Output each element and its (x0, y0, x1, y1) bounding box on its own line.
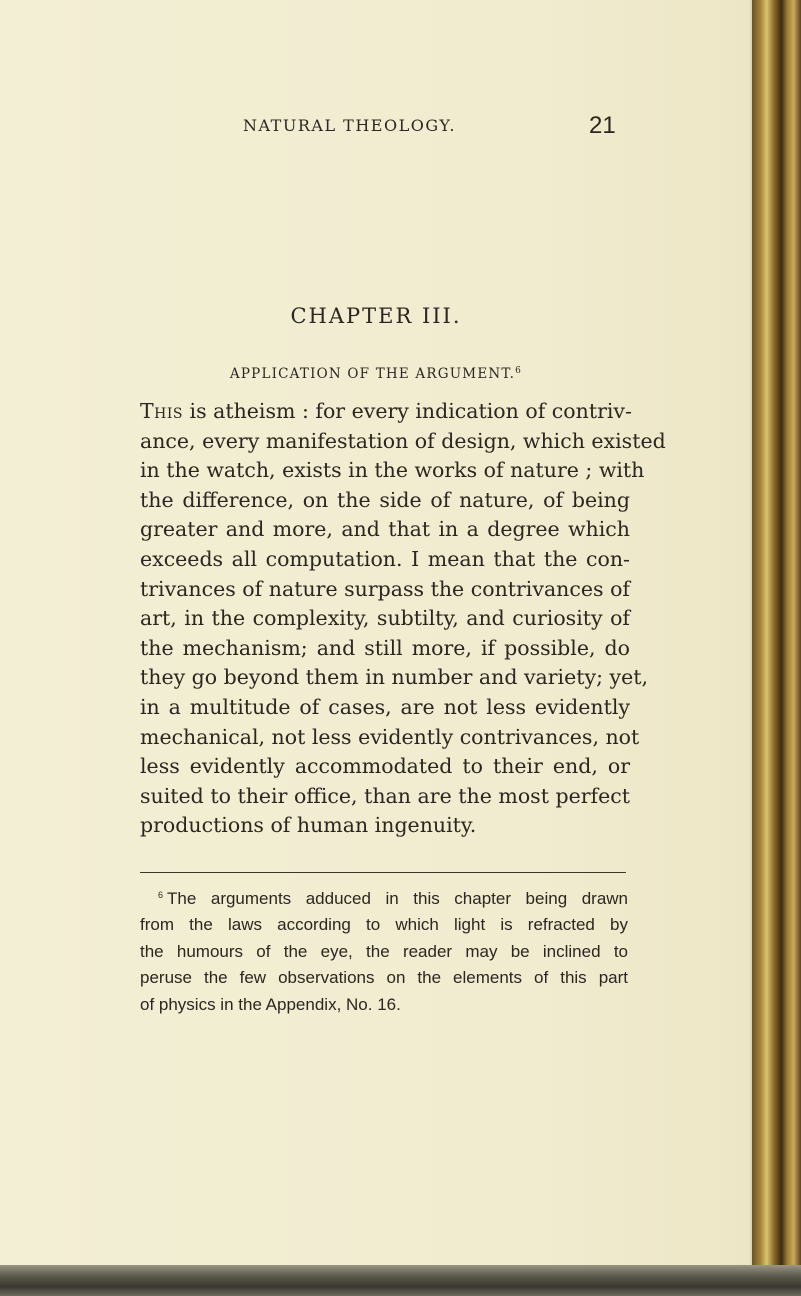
footnote (140, 882, 628, 1018)
footnote-mark: 6 (158, 890, 164, 900)
footnote-reference: 6 (515, 366, 523, 376)
body-line: the mechanism; and still more, if possible, do (140, 635, 630, 660)
book-spine-edge (752, 0, 801, 1296)
body-line: greater and more, and that in a degree which (140, 517, 630, 542)
footnote-line: $^6$ The arguments adduced in this chapter being drawn (158, 889, 628, 908)
footnote-line: of physics in the Appendix, No. 16. (140, 994, 401, 1014)
body-line: they go beyond them in number and variety; yet, (140, 665, 648, 690)
body-text (140, 397, 666, 841)
opening-word: This (140, 399, 184, 423)
body-line: exceeds all computation. I mean that the con- (140, 546, 630, 571)
footnote-divider (140, 872, 626, 873)
body-line: suited to their office, than are the most perfect (140, 783, 630, 808)
body-line: This is atheism : for every indication of contriv- (140, 399, 632, 423)
page-number: 21 (589, 112, 616, 139)
body-line: in the watch, exists in the works of nature ; with (140, 458, 645, 483)
body-line: trivances of nature surpass the contrivances of (140, 576, 630, 601)
chapter-subtitle (0, 366, 752, 382)
running-head: NATURAL THEOLOGY. (243, 116, 456, 135)
footnote-line: from the laws according to which light is refracted by (140, 915, 628, 935)
body-line: art, in the complexity, subtilty, and curiosity of (140, 606, 630, 631)
body-line: in a multitude of cases, are not less evidently (140, 694, 630, 719)
body-line: ance, every manifestation of design, which existed (140, 428, 666, 453)
book-bottom-edge (0, 1265, 801, 1296)
body-line: mechanical, not less evidently contrivances, not (140, 724, 640, 749)
footnote-line: the humours of the eye, the reader may be inclined to (140, 941, 628, 961)
body-line: productions of human ingenuity. (140, 813, 477, 838)
chapter-subtitle-text: APPLICATION OF THE ARGUMENT. (229, 366, 516, 382)
body-line: less evidently accommodated to their end, or (140, 754, 630, 779)
chapter-title: CHAPTER III. (290, 304, 462, 328)
body-line: the difference, on the side of nature, of being (140, 487, 630, 512)
footnote-line: peruse the few observations on the elements of this part (140, 968, 628, 988)
page-header (0, 112, 752, 142)
